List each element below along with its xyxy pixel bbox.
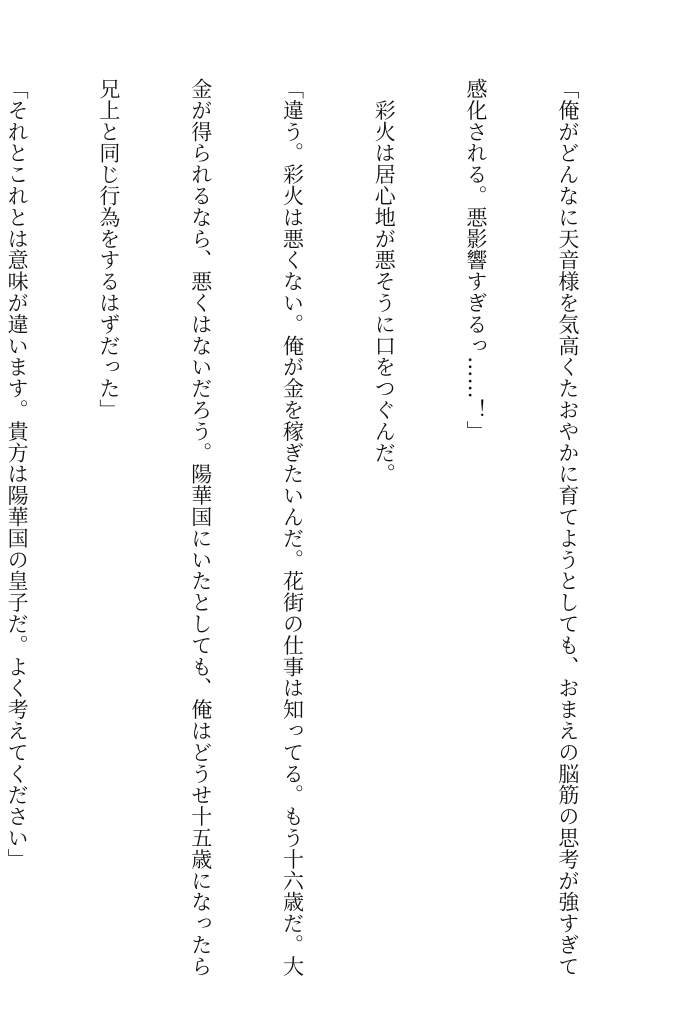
text-line: 感化される。悪影響すぎるっ……！」 bbox=[464, 78, 489, 442]
text-line: 金が得られるなら、悪くはないだろう。陽華国にいたとしても、俺はどうせ十五歳になったら bbox=[188, 78, 213, 977]
text-line: 彩火は居心地が悪そうに口をつぐんだ。 bbox=[372, 78, 397, 485]
vertical-text-body bbox=[0, 78, 644, 977]
text-line: 「俺がどんなに天音様を気高くたおやかに育てようとしても、おまえの脳筋の思考が強すぎて bbox=[555, 78, 580, 977]
text-line: 兄上と同じ行為をするはずだった」 bbox=[96, 78, 121, 421]
text-line: 「それとこれとは意味が違います。貴方は陽華国の皇子だ。よく考えてください」 bbox=[5, 78, 30, 870]
text-line: 「違う。彩火は悪くない。俺が金を稼ぎたいんだ。花街の仕事は知ってる。もう十六歳だ。大 bbox=[280, 78, 305, 977]
